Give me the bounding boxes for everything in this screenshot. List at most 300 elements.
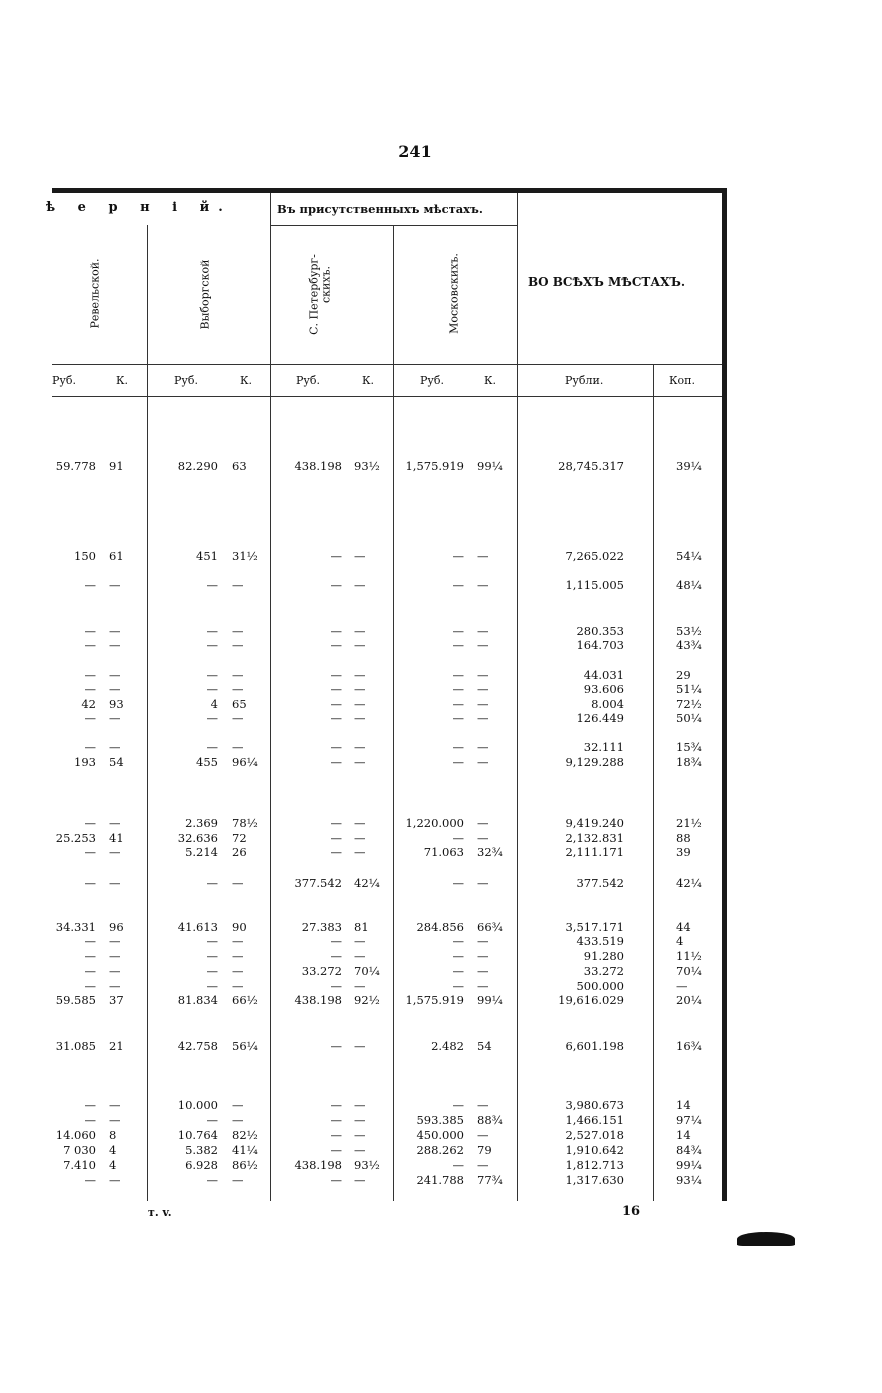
cell-all-r: 1,466.151: [565, 1113, 624, 1127]
cell-spb-r: 438.198: [294, 459, 342, 473]
cell-spb-r: —: [330, 668, 342, 682]
cell-rev-k: 93: [109, 697, 124, 711]
col-rule-3: [393, 225, 394, 1201]
cell-all-r: 126.449: [576, 711, 624, 725]
cell-vyb-k: 78½: [232, 816, 258, 830]
cell-spb-k: —: [354, 711, 366, 725]
cell-mos-k: 77¾: [477, 1173, 503, 1187]
cell-spb-k: —: [354, 979, 366, 993]
cell-rev-k: —: [109, 876, 121, 890]
cell-rev-k: —: [109, 682, 121, 696]
cell-mos-k: 66¾: [477, 920, 503, 934]
header-rule-3: [52, 396, 722, 397]
unit-all-rub: Рубли.: [565, 374, 604, 387]
cell-rev-r: 59.778: [55, 459, 96, 473]
cell-all-k: 70¼: [676, 964, 702, 978]
cell-mos-r: 450.000: [416, 1128, 464, 1142]
cell-all-k: 39: [676, 845, 691, 859]
cell-mos-r: 2.482: [431, 1039, 464, 1053]
cell-all-k: 54¼: [676, 549, 702, 563]
cell-rev-r: —: [84, 845, 96, 859]
cell-vyb-k: —: [232, 1113, 244, 1127]
cell-spb-r: —: [330, 949, 342, 963]
cell-vyb-k: 82½: [232, 1128, 258, 1142]
cell-all-k: 14: [676, 1128, 691, 1142]
cell-vyb-r: 10.000: [177, 1098, 218, 1112]
header-spb-2: скихъ.: [319, 265, 333, 304]
cell-all-k: 4: [676, 934, 684, 948]
cell-all-k: 29: [676, 668, 691, 682]
cell-all-k: 50¼: [676, 711, 702, 725]
cell-all-k: 48¼: [676, 578, 702, 592]
cell-spb-r: —: [330, 711, 342, 725]
cell-spb-k: —: [354, 1039, 366, 1053]
cell-spb-r: —: [330, 755, 342, 769]
cell-spb-r: —: [330, 740, 342, 754]
table-right-border: [722, 188, 727, 1201]
cell-mos-r: —: [452, 755, 464, 769]
cell-spb-r: 33.272: [301, 964, 342, 978]
cell-rev-r: —: [84, 578, 96, 592]
cell-rev-k: —: [109, 845, 121, 859]
cell-vyb-r: 455: [196, 755, 218, 769]
cell-rev-r: 34.331: [55, 920, 96, 934]
cell-vyb-r: —: [206, 624, 218, 638]
cell-spb-k: —: [354, 1098, 366, 1112]
cell-all-r: 93.606: [583, 682, 624, 696]
cell-all-r: 7,265.022: [565, 549, 624, 563]
cell-all-k: 99¼: [676, 1158, 702, 1172]
cell-all-k: 88: [676, 831, 691, 845]
cell-all-k: 53½: [676, 624, 702, 638]
cell-vyb-k: —: [232, 638, 244, 652]
cell-mos-k: —: [477, 979, 489, 993]
cell-mos-r: —: [452, 949, 464, 963]
cell-mos-r: 71.063: [423, 845, 464, 859]
unit-rev-rub: Руб.: [52, 374, 76, 387]
cell-spb-k: —: [354, 549, 366, 563]
cell-mos-r: —: [452, 549, 464, 563]
cell-rev-r: —: [84, 1173, 96, 1187]
cell-vyb-k: 56¼: [232, 1039, 258, 1053]
cell-vyb-r: —: [206, 876, 218, 890]
cell-all-k: 43¾: [676, 638, 702, 652]
cell-spb-r: 27.383: [301, 920, 342, 934]
cell-rev-k: —: [109, 949, 121, 963]
cell-mos-k: 99¼: [477, 993, 503, 1007]
cell-mos-r: —: [452, 740, 464, 754]
cell-vyb-r: 2.369: [185, 816, 218, 830]
cell-vyb-r: 451: [196, 549, 218, 563]
cell-all-k: 15¾: [676, 740, 702, 754]
header-rule-2: [52, 364, 722, 365]
cell-rev-r: —: [84, 1098, 96, 1112]
cell-spb-k: 81: [354, 920, 369, 934]
cell-all-r: 44.031: [583, 668, 624, 682]
cell-mos-r: —: [452, 1098, 464, 1112]
cell-spb-r: —: [330, 697, 342, 711]
cell-rev-k: 4: [109, 1143, 117, 1157]
cell-spb-r: —: [330, 578, 342, 592]
cell-mos-k: —: [477, 1098, 489, 1112]
cell-spb-r: —: [330, 1143, 342, 1157]
cell-all-r: 1,115.005: [565, 578, 624, 592]
cell-spb-k: —: [354, 697, 366, 711]
cell-vyb-k: —: [232, 964, 244, 978]
cell-spb-k: —: [354, 831, 366, 845]
unit-rev-kop: К.: [116, 374, 129, 387]
cell-mos-r: —: [452, 682, 464, 696]
cell-vyb-k: 41¼: [232, 1143, 258, 1157]
cell-mos-k: —: [477, 876, 489, 890]
cell-spb-r: —: [330, 934, 342, 948]
cell-vyb-r: 10.764: [177, 1128, 218, 1142]
cell-mos-r: 1,575.919: [405, 459, 464, 473]
cell-all-r: 3,980.673: [565, 1098, 624, 1112]
unit-all-kop: Коп.: [669, 374, 695, 387]
cell-spb-r: —: [330, 979, 342, 993]
cell-all-r: 19,616.029: [558, 993, 624, 1007]
cell-mos-r: —: [452, 711, 464, 725]
cell-all-r: 3,517.171: [565, 920, 624, 934]
cell-rev-r: —: [84, 638, 96, 652]
cell-mos-r: —: [452, 668, 464, 682]
cell-rev-k: —: [109, 934, 121, 948]
cell-rev-r: —: [84, 964, 96, 978]
header-spb-1: С. Петербург-: [307, 254, 321, 335]
cell-mos-r: —: [452, 979, 464, 993]
cell-all-r: 9,419.240: [565, 816, 624, 830]
cell-all-r: 433.519: [576, 934, 624, 948]
cell-mos-k: —: [477, 668, 489, 682]
cell-spb-k: —: [354, 668, 366, 682]
cell-vyb-k: —: [232, 711, 244, 725]
cell-spb-r: 377.542: [294, 876, 342, 890]
cell-vyb-r: 82.290: [177, 459, 218, 473]
cell-rev-k: 91: [109, 459, 124, 473]
cell-mos-k: —: [477, 624, 489, 638]
cell-rev-r: 42: [81, 697, 96, 711]
cell-all-r: 6,601.198: [565, 1039, 624, 1053]
cell-all-k: 11½: [676, 949, 702, 963]
cell-rev-k: —: [109, 624, 121, 638]
cell-rev-r: —: [84, 711, 96, 725]
cell-all-k: 18¾: [676, 755, 702, 769]
cell-all-r: 2,111.171: [565, 845, 624, 859]
cell-spb-r: —: [330, 682, 342, 696]
cell-rev-k: —: [109, 578, 121, 592]
cell-spb-k: —: [354, 740, 366, 754]
cell-mos-r: 284.856: [416, 920, 464, 934]
cell-spb-r: 438.198: [294, 1158, 342, 1172]
unit-spb-rub: Руб.: [296, 374, 320, 387]
header-revel: Ревельской.: [88, 258, 102, 329]
col-rule-4: [517, 193, 518, 1201]
cell-mos-r: 593.385: [416, 1113, 464, 1127]
cell-all-r: 500.000: [576, 979, 624, 993]
col-rule-1: [147, 225, 148, 1201]
cell-all-r: 164.703: [576, 638, 624, 652]
cell-all-r: 8.004: [591, 697, 624, 711]
cell-mos-r: —: [452, 624, 464, 638]
cell-rev-r: 193: [74, 755, 96, 769]
cell-mos-k: 32¾: [477, 845, 503, 859]
cell-spb-r: 438.198: [294, 993, 342, 1007]
cell-spb-r: —: [330, 549, 342, 563]
cell-mos-k: —: [477, 831, 489, 845]
cell-all-k: 93¼: [676, 1173, 702, 1187]
cell-mos-k: —: [477, 1158, 489, 1172]
cell-all-r: 1,910.642: [565, 1143, 624, 1157]
cell-vyb-k: 65: [232, 697, 247, 711]
cell-mos-r: 241.788: [416, 1173, 464, 1187]
cell-vyb-r: —: [206, 578, 218, 592]
cell-mos-k: —: [477, 949, 489, 963]
cell-rev-r: —: [84, 624, 96, 638]
unit-vyb-kop: К.: [240, 374, 253, 387]
cell-vyb-k: —: [232, 934, 244, 948]
cell-all-r: 91.280: [583, 949, 624, 963]
cell-rev-r: —: [84, 934, 96, 948]
header-gubernii: ѣ е р н і й.: [46, 200, 232, 215]
cell-vyb-k: —: [232, 624, 244, 638]
cell-vyb-r: —: [206, 949, 218, 963]
cell-mos-k: —: [477, 1128, 489, 1142]
footer-volume: т. v.: [148, 1206, 172, 1219]
cell-vyb-r: —: [206, 740, 218, 754]
cell-rev-r: 59.585: [55, 993, 96, 1007]
cell-rev-k: —: [109, 1173, 121, 1187]
cell-vyb-k: —: [232, 949, 244, 963]
cell-mos-r: —: [452, 934, 464, 948]
cell-rev-r: —: [84, 668, 96, 682]
cell-spb-r: —: [330, 638, 342, 652]
cell-spb-r: —: [330, 624, 342, 638]
cell-vyb-r: 81.834: [177, 993, 218, 1007]
cell-vyb-r: —: [206, 711, 218, 725]
cell-all-r: 2,527.018: [565, 1128, 624, 1142]
cell-vyb-r: —: [206, 964, 218, 978]
cell-spb-k: —: [354, 1143, 366, 1157]
cell-rev-k: —: [109, 979, 121, 993]
cell-all-k: 44: [676, 920, 691, 934]
cell-spb-r: —: [330, 1173, 342, 1187]
cell-rev-k: 61: [109, 549, 124, 563]
cell-spb-k: —: [354, 934, 366, 948]
cell-rev-k: —: [109, 668, 121, 682]
cell-spb-r: —: [330, 1113, 342, 1127]
cell-mos-r: —: [452, 697, 464, 711]
cell-all-k: 72½: [676, 697, 702, 711]
cell-spb-k: —: [354, 949, 366, 963]
cell-vyb-r: 5.214: [185, 845, 218, 859]
cell-all-r: 9,129.288: [565, 755, 624, 769]
cell-vyb-r: —: [206, 934, 218, 948]
cell-rev-k: 96: [109, 920, 124, 934]
cell-rev-k: —: [109, 1098, 121, 1112]
cell-mos-k: —: [477, 638, 489, 652]
cell-vyb-r: —: [206, 682, 218, 696]
cell-vyb-r: 5.382: [185, 1143, 218, 1157]
cell-mos-k: —: [477, 549, 489, 563]
cell-rev-k: 41: [109, 831, 124, 845]
cell-rev-r: —: [84, 740, 96, 754]
cell-all-k: 51¼: [676, 682, 702, 696]
cell-mos-r: —: [452, 831, 464, 845]
cell-mos-k: —: [477, 682, 489, 696]
cell-spb-k: —: [354, 578, 366, 592]
cell-rev-r: —: [84, 1113, 96, 1127]
cell-mos-k: —: [477, 934, 489, 948]
unit-mos-rub: Руб.: [420, 374, 444, 387]
cell-vyb-k: 63: [232, 459, 247, 473]
cell-all-k: 42¼: [676, 876, 702, 890]
cell-rev-k: 8: [109, 1128, 117, 1142]
cell-all-k: 20¼: [676, 993, 702, 1007]
cell-mos-k: 79: [477, 1143, 492, 1157]
cell-spb-r: —: [330, 1039, 342, 1053]
cell-rev-k: 21: [109, 1039, 124, 1053]
header-mosk: Московскихъ.: [447, 253, 461, 334]
cell-spb-k: 92½: [354, 993, 380, 1007]
cell-all-r: 377.542: [576, 876, 624, 890]
cell-mos-r: —: [452, 578, 464, 592]
cell-spb-k: —: [354, 682, 366, 696]
cell-spb-r: —: [330, 816, 342, 830]
cell-mos-r: —: [452, 876, 464, 890]
cell-vyb-r: 4: [210, 697, 218, 711]
cell-rev-k: —: [109, 964, 121, 978]
cell-mos-k: —: [477, 697, 489, 711]
cell-mos-r: 1,220.000: [405, 816, 464, 830]
cell-vyb-k: 72: [232, 831, 247, 845]
cell-spb-k: 42¼: [354, 876, 380, 890]
cell-rev-r: 7.410: [63, 1158, 96, 1172]
cell-mos-k: —: [477, 964, 489, 978]
cell-spb-k: 93½: [354, 459, 380, 473]
cell-mos-r: —: [452, 964, 464, 978]
cell-all-k: 84¾: [676, 1143, 702, 1157]
cell-rev-r: —: [84, 682, 96, 696]
cell-vyb-k: —: [232, 740, 244, 754]
cell-mos-k: —: [477, 755, 489, 769]
header-vyborg: Выборгской: [198, 259, 212, 330]
cell-all-k: 14: [676, 1098, 691, 1112]
page-number: 241: [398, 142, 432, 161]
cell-mos-k: 99¼: [477, 459, 503, 473]
unit-mos-kop: К.: [484, 374, 497, 387]
cell-spb-k: 70¼: [354, 964, 380, 978]
cell-vyb-r: —: [206, 638, 218, 652]
cell-vyb-k: —: [232, 578, 244, 592]
cell-rev-r: 7 030: [63, 1143, 96, 1157]
cell-vyb-k: —: [232, 979, 244, 993]
cell-vyb-r: 32.636: [177, 831, 218, 845]
cell-spb-k: —: [354, 845, 366, 859]
cell-all-r: 1,317.630: [565, 1173, 624, 1187]
cell-all-r: 2,132.831: [565, 831, 624, 845]
header-prisutstvennye: Въ присутственныхъ мѣстахъ.: [277, 202, 483, 216]
cell-all-k: —: [676, 979, 688, 993]
cell-rev-k: —: [109, 816, 121, 830]
cell-rev-r: —: [84, 876, 96, 890]
cell-vyb-r: —: [206, 1113, 218, 1127]
cell-all-r: 280.353: [576, 624, 624, 638]
cell-vyb-k: 66½: [232, 993, 258, 1007]
cell-mos-k: 54: [477, 1039, 492, 1053]
cell-spb-r: —: [330, 831, 342, 845]
cell-all-k: 97¼: [676, 1113, 702, 1127]
cell-vyb-k: 96¼: [232, 755, 258, 769]
cell-spb-k: —: [354, 755, 366, 769]
cell-vyb-k: —: [232, 1173, 244, 1187]
cell-mos-r: 1,575.919: [405, 993, 464, 1007]
cell-spb-r: —: [330, 1098, 342, 1112]
cell-vyb-r: —: [206, 1173, 218, 1187]
cell-rev-r: —: [84, 979, 96, 993]
ink-blot: [737, 1232, 795, 1246]
cell-vyb-k: —: [232, 668, 244, 682]
cell-vyb-r: 42.758: [177, 1039, 218, 1053]
cell-mos-r: —: [452, 1158, 464, 1172]
cell-rev-k: 54: [109, 755, 124, 769]
cell-rev-r: 14.060: [55, 1128, 96, 1142]
cell-all-r: 33.272: [583, 964, 624, 978]
cell-vyb-r: —: [206, 668, 218, 682]
cell-all-k: 21½: [676, 816, 702, 830]
cell-spb-k: —: [354, 816, 366, 830]
cell-rev-r: —: [84, 816, 96, 830]
cell-vyb-k: 90: [232, 920, 247, 934]
cell-mos-k: —: [477, 816, 489, 830]
cell-mos-k: 88¾: [477, 1113, 503, 1127]
cell-vyb-k: —: [232, 1098, 244, 1112]
cell-spb-r: —: [330, 845, 342, 859]
cell-vyb-r: 6.928: [185, 1158, 218, 1172]
cell-rev-k: 4: [109, 1158, 117, 1172]
cell-rev-k: —: [109, 638, 121, 652]
cell-vyb-k: 31½: [232, 549, 258, 563]
cell-mos-k: —: [477, 578, 489, 592]
table-top-border: [52, 188, 727, 193]
ledger-table: [46, 188, 727, 1201]
cell-spb-k: —: [354, 1128, 366, 1142]
cell-vyb-k: 26: [232, 845, 247, 859]
cell-rev-k: —: [109, 1113, 121, 1127]
cell-rev-r: 31.085: [55, 1039, 96, 1053]
cell-rev-k: —: [109, 711, 121, 725]
cell-all-k: 39¼: [676, 459, 702, 473]
cell-mos-k: —: [477, 740, 489, 754]
cell-vyb-k: —: [232, 876, 244, 890]
cell-mos-r: 288.262: [416, 1143, 464, 1157]
footer-sheet-number: 16: [622, 1204, 641, 1219]
cell-spb-k: —: [354, 624, 366, 638]
col-rule-5: [653, 364, 654, 1201]
cell-rev-r: —: [84, 949, 96, 963]
cell-rev-k: —: [109, 740, 121, 754]
cell-spb-k: 93½: [354, 1158, 380, 1172]
cell-rev-r: 150: [74, 549, 96, 563]
cell-rev-k: 37: [109, 993, 124, 1007]
col-rule-2: [270, 193, 271, 1201]
unit-vyb-rub: Руб.: [174, 374, 198, 387]
cell-vyb-r: 41.613: [177, 920, 218, 934]
unit-spb-kop: К.: [362, 374, 375, 387]
cell-vyb-k: —: [232, 682, 244, 696]
cell-rev-r: 25.253: [55, 831, 96, 845]
cell-spb-k: —: [354, 1173, 366, 1187]
